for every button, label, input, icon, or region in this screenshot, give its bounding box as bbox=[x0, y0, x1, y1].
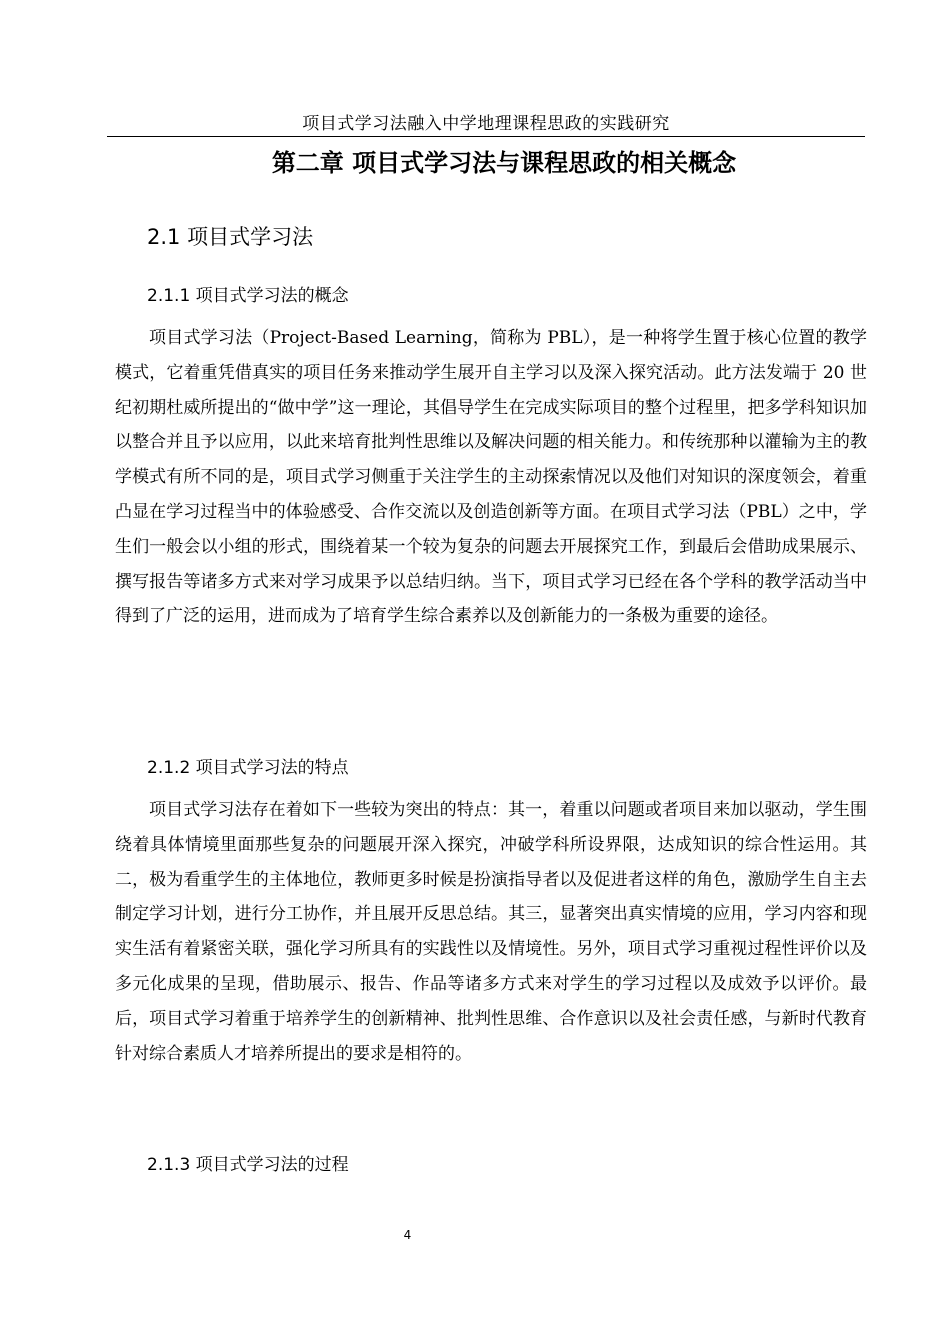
running-header: 项目式学习法融入中学地理课程思政的实践研究 bbox=[302, 114, 670, 134]
section-heading-2-1-1: 2.1.1 项目式学习法的概念 bbox=[147, 286, 349, 306]
paragraph-concept bbox=[115, 321, 867, 634]
paragraph-concept-text: 项目式学习法（Project-Based Learning，简称为 PBL），是一种将学生置于核心位置的教学模式，它着重凭借真实的项目任务来推动学生展开自主学习以及深入探究活动。此方法发端于 20 世纪初期杜威所提出的“做中学”这一理论，其倡导学生在完成实际项目的整个过程里，把多学科知识加以整合并且予以应用，以此来培育批判性思维以及解决问题的相关能力。和传统那种以灌输为主的教学模式有所不同的是，项目式学习侧重于关注学生的主动探索情况以及他们对知识的深度领会，着重凸显在学习过程当中的体验感受、合作交流以及创造创新等方面。在项目式学习法（PBL）之中，学生们一般会以小组的形式，围绕着某一个较为复杂的问题去开展探究工作，到最后会借助成果展示、撰写报告等诸多方式来对学习成果予以总结归纳。当下，项目式学习已经在各个学科的教学活动当中得到了广泛的运用，进而成为了培育学生综合素养以及创新能力的一条极为重要的途径。 bbox=[115, 328, 867, 627]
section-heading-2-1-2: 2.1.2 项目式学习法的特点 bbox=[147, 758, 349, 778]
section-heading-2-1-3: 2.1.3 项目式学习法的过程 bbox=[147, 1155, 349, 1175]
section-heading-2-1: 2.1 项目式学习法 bbox=[147, 225, 314, 249]
header-rule bbox=[107, 136, 865, 137]
paragraph-features bbox=[115, 793, 867, 1071]
chapter-title: 第二章 项目式学习法与课程思政的相关概念 bbox=[271, 149, 737, 177]
paragraph-features-text: 项目式学习法存在着如下一些较为突出的特点：其一，着重以问题或者项目来加以驱动，学生围绕着具体情境里面那些复杂的问题展开深入探究，冲破学科所设界限，达成知识的综合性运用。其二，极为看重学生的主体地位，教师更多时候是扮演指导者以及促进者这样的角色，激励学生自主去制定学习计划，进行分工协作，并且展开反思总结。其三，显著突出真实情境的应用，学习内容和现实生活有着紧密关联，强化学习所具有的实践性以及情境性。另外，项目式学习重视过程性评价以及多元化成果的呈现，借助展示、报告、作品等诸多方式来对学生的学习过程以及成效予以评价。最后，项目式学习着重于培养学生的创新精神、批判性思维、合作意识以及社会责任感，与新时代教育针对综合素质人才培养所提出的要求是相符的。 bbox=[115, 800, 867, 1064]
page-number: 4 bbox=[403, 1228, 412, 1242]
